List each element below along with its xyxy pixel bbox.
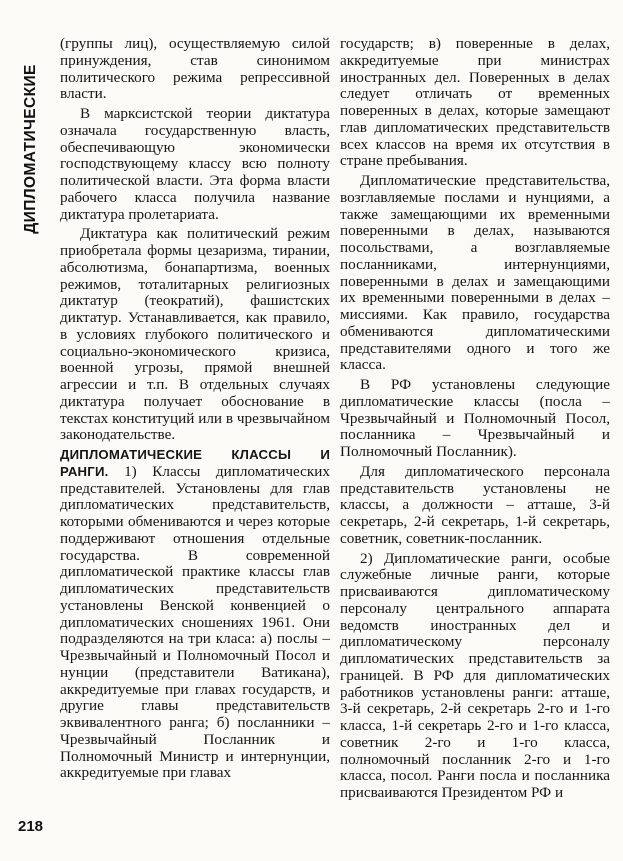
paragraph: (группы лиц), осуществляемую силой принуждения, став синонимом политического режима репрессивной власти. xyxy=(60,35,330,103)
entry-heading: ДИПЛОМАТИЧЕСКИЕ КЛАССЫ И РАНГИ. xyxy=(60,447,330,479)
paragraph: В РФ установлены следующие дипломатические классы (посла – Чрезвычайный и Полномочный Посол, посланника – Чрезвычайный и Полномочный Посланник). xyxy=(340,376,610,460)
paragraph: 2) Дипломатические ранги, особые служебные личные ранги, которые присваиваются дипломатическому персоналу центрального аппарата ведомств иностранных дел и дипломатическому персоналу дипломатических представительств за границей. В РФ для дипломатических работников установлены ранги: атташе, 3-й секретарь, 2-й секретарь 2-го и 1-го класса, 1-й секретарь 2-го и 1-го класса, советник 2-го и 1-го класса, полномочный посланник 2-го и 1-го класса, посол. Ранги посла и посланника присваиваются Президентом РФ и xyxy=(340,549,610,801)
paragraph: В марксистской теории диктатура означала государственную власть, обеспечивающую экономически господствующему классу всю полноту политической власти. Эта форма власти рабочего класса получила название диктатура пролетариата. xyxy=(60,105,330,223)
paragraph: государств; в) поверенные в делах, аккредитуемые при министрах иностранных дел. Поверенных в делах следует отличать от временных поверенных в делах, которые замещают глав дипломатических представительств всех классов на время их отсутствия в стране пребывания. xyxy=(340,35,610,170)
left-column xyxy=(60,36,330,782)
entry xyxy=(60,447,330,782)
entry-text: 1) Классы дипломатических представителей. Установлены для глав дипломатических представительств, которыми обмениваются и через которые поддерживают отношения отдельные государства. В современной дипломатической практике классы глав дипломатических представительств установлены Венской конвенцией о дипломатических сношениях 1961. Они подразделяются на три класа: а) послы – Чрезвычайный и Полномочный Посол и нунции (представители Ватикана), аккредитуемые при главах государств, и другие главы представительств эквивалентного ранга; б) посланники – Чрезвычайный Посланник и Полномочный Министр и интернунции, аккредитуемые при главах xyxy=(60,462,331,782)
paragraph: Для дипломатического персонала представительств установлены не классы, а должности – атташе, 3-й секретарь, 2-й секретарь, 1-й секретарь, советник, советник-посланник. xyxy=(340,462,610,547)
paragraph: Диктатура как политический режим приобретала формы цезаризма, тирании, абсолютизма, бонапартизма, военных режимов, тоталитарных религиозных диктатур (теократий), фашистских диктатур. Устанавливается, как правило, в условиях глубокого политического и социально-экономического кризиса, военной угрозы, прямой внешней агрессии и т.п. В отдельных случаях диктатура получает обоснование в текстах конституций или в чрезвычайном законодательстве. xyxy=(60,225,330,444)
right-column xyxy=(340,36,610,802)
running-head-text: ДИПЛОМАТИЧЕСКИЕ xyxy=(22,64,39,234)
running-head xyxy=(18,44,44,254)
page-number: 218 xyxy=(18,818,44,835)
paragraph: Дипломатические представительства, возглавляемые послами и нунциями, а также замещающими их временными поверенными в делах, называются посольствами, а возглавляемые посланниками, интернунциями, поверенными в делах и замещающими их временными поверенными в делах – миссиями. Как правило, государства обмениваются дипломатическими представителями одного и того же класса. xyxy=(340,172,610,374)
